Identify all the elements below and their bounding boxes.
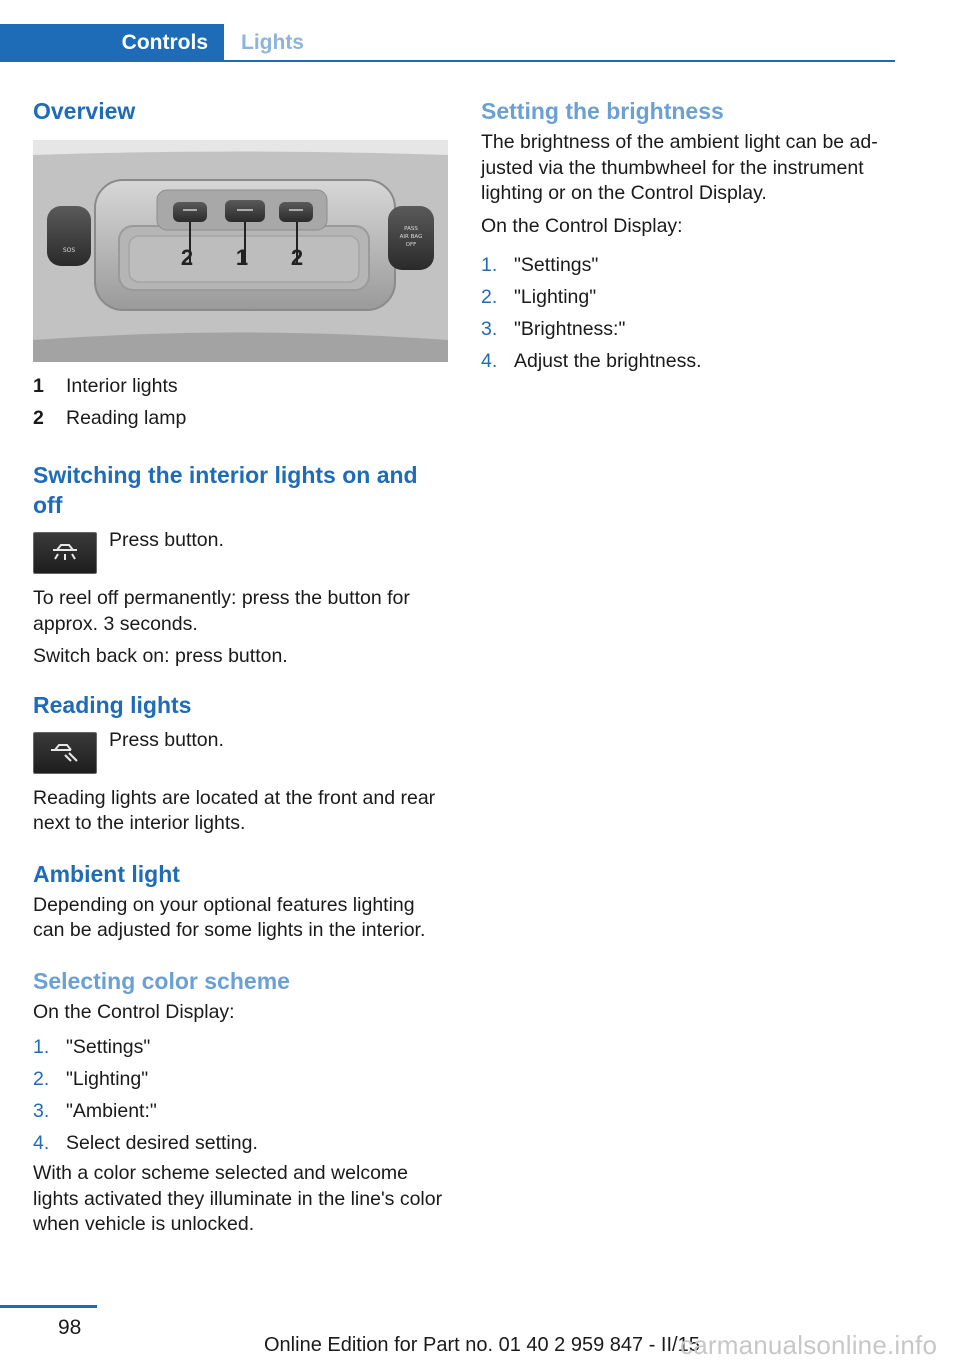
switching-heading: Switching the interior lights on and off <box>33 462 418 518</box>
list-item: 1. "Settings" <box>481 254 599 276</box>
reading-light-button-icon <box>33 732 97 774</box>
color-scheme-note: With a color scheme selected and welcome lights activated they illuminate in the line's color when vehicle is unlocked. <box>33 1162 443 1235</box>
ambient-paragraph: Depending on your optional features lighting can be adjusted for some lights in the interior. <box>33 893 426 941</box>
switching-press-text: Press button. <box>109 529 224 551</box>
reading-press-text: Press button. <box>109 728 224 751</box>
airbag-label: AIR BAG <box>399 234 423 240</box>
brightness-paragraph: The brightness of the ambient light can be ad‐justed via the thumbwheel for the instrument lighting or on the Control Display. <box>481 131 878 204</box>
list-item: 4. Adjust the brightness. <box>481 350 702 372</box>
right-column <box>481 96 896 377</box>
header-divider <box>0 60 895 62</box>
sos-label: SOS <box>62 247 76 254</box>
switching-paragraph-1: To reel off permanently: press the button for approx. 3 seconds. <box>33 587 410 635</box>
brightness-steps <box>481 249 896 377</box>
list-item: 2. "Lighting" <box>481 286 597 308</box>
color-scheme-heading: Selecting color scheme <box>33 967 290 994</box>
off-label: OFF <box>405 242 417 248</box>
color-scheme-intro: On the Control Display: <box>33 1000 235 1023</box>
brightness-heading: Setting the brightness <box>481 98 724 124</box>
list-item: 4. Select desired setting. <box>33 1132 258 1154</box>
edition-text: Online Edition for Part no. 01 40 2 959 847 - II/15 <box>264 1334 700 1356</box>
interior-light-instruction <box>33 528 448 574</box>
watermark: carmanualsonline.info <box>680 1330 938 1360</box>
overview-heading: Overview <box>33 98 136 124</box>
reading-light-instruction <box>33 728 448 774</box>
legend <box>33 370 448 434</box>
footer-divider <box>0 1305 97 1308</box>
left-column <box>33 96 448 1238</box>
overhead-console-photo <box>33 140 448 362</box>
legend-item: 1 Interior lights <box>33 375 178 397</box>
tab-lights[interactable]: Lights <box>241 31 304 54</box>
switching-paragraph-2: Switch back on: press button. <box>33 645 288 667</box>
interior-light-button-icon <box>33 532 97 574</box>
reading-paragraph: Reading lights are located at the front and rear next to the interior lights. <box>33 786 436 834</box>
overhead-console-illustration <box>33 140 448 362</box>
brightness-intro: On the Control Display: <box>481 214 683 237</box>
callout-1: 1 <box>235 245 249 270</box>
chapter-header <box>0 24 895 62</box>
tab-controls[interactable]: Controls <box>0 24 224 62</box>
color-scheme-steps <box>33 1031 448 1159</box>
list-item: 1. "Settings" <box>33 1036 151 1058</box>
reading-lights-heading: Reading lights <box>33 691 192 718</box>
list-item: 2. "Lighting" <box>33 1068 149 1090</box>
pass-label: PASS <box>404 226 418 232</box>
callout-2-left: 2 <box>180 245 194 270</box>
list-item: 3. "Ambient:" <box>33 1100 157 1122</box>
legend-item: 2 Reading lamp <box>33 407 187 429</box>
ambient-light-heading: Ambient light <box>33 860 180 887</box>
page-number: 98 <box>58 1316 82 1339</box>
callout-2-right: 2 <box>290 245 304 270</box>
list-item: 3. "Brightness:" <box>481 318 626 340</box>
